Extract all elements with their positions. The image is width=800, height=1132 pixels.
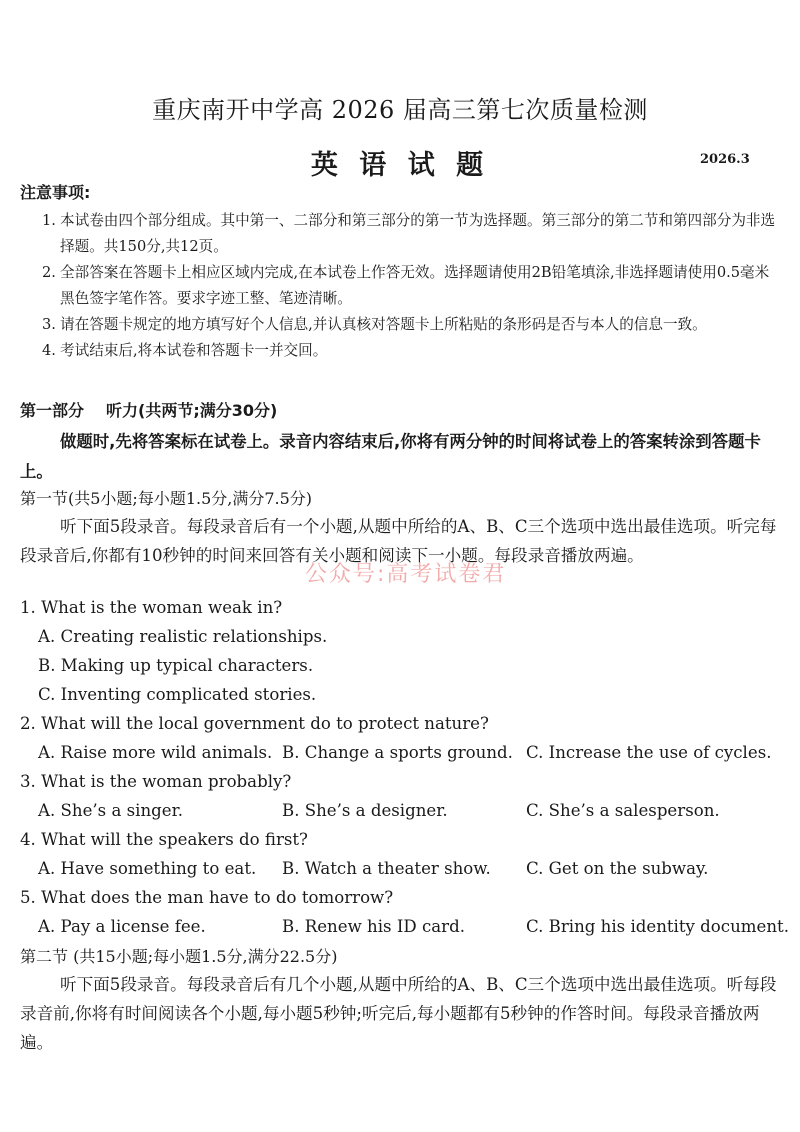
question-stem: 3. What is the woman probably? — [20, 772, 292, 791]
option-c: C. Bring his identity document. — [526, 917, 789, 936]
school-title: 重庆南开中学高 2026 届高三第七次质量检测 — [152, 96, 648, 124]
exam-date: 2026.3 — [700, 152, 750, 167]
section-two-heading: 第二节 (共15小题;每小题1.5分,满分22.5分) — [20, 947, 338, 966]
option-b: B. Renew his ID card. — [282, 917, 465, 936]
option-a: A. Have something to eat. — [38, 859, 257, 878]
option-c: C. She’s a salesperson. — [526, 801, 720, 820]
notice-item — [42, 338, 782, 364]
question-stem: 4. What will the speakers do first? — [20, 830, 308, 849]
watermark: 公众号:高考试卷君 — [305, 562, 507, 587]
notice-title: 注意事项: — [20, 183, 91, 202]
section-one-instruction: 听下面5段录音。每段录音后有一个小题,从题中所给的A、B、C三个选项中选出最佳选项。听完每段录音后,你都有10秒钟的时间来回答有关小题和阅读下一小题。每段录音播放两遍。 — [20, 517, 777, 565]
question-stem: 1. What is the woman weak in? — [20, 598, 283, 617]
part-label: 第一部分 — [20, 401, 85, 420]
notice-item-number: 3. — [42, 316, 56, 333]
notice-item-text: 考试结束后,将本试卷和答题卡一并交回。 — [60, 342, 328, 359]
notice-item-number: 4. — [42, 342, 56, 359]
notice-list — [42, 208, 782, 364]
section-one-heading: 第一节(共5小题;每小题1.5分,满分7.5分) — [20, 489, 313, 508]
notice-item-text: 全部答案在答题卡上相应区域内完成,在本试卷上作答无效。选择题请使用2B铅笔填涂,非选择题请使用0.5毫米黑色签字笔作答。要求字迹工整、笔迹清晰。 — [60, 264, 770, 307]
question-stem: 2. What will the local government do to protect nature? — [20, 714, 489, 733]
part-one-heading — [20, 398, 277, 421]
notice-item — [42, 208, 782, 260]
section-two-instruction: 听下面5段录音。每段录音后有几个小题,从题中所给的A、B、C三个选项中选出最佳选项。听每段录音前,你将有时间阅读各个小题,每小题5秒钟;听完后,每小题都有5秒钟的作答时间。每段录音播放两遍。 — [20, 975, 777, 1052]
notice-item — [42, 260, 782, 312]
notice-item — [42, 312, 782, 338]
option-a: A. Pay a license fee. — [38, 917, 206, 936]
subject-title: 英 语 试 题 — [310, 150, 490, 181]
option-b: B. Change a sports ground. — [282, 743, 513, 762]
part-one-instruction: 做题时,先将答案标在试卷上。录音内容结束后,你将有两分钟的时间将试卷上的答案转涂到答题卡上。 — [20, 432, 761, 481]
notice-item-text: 请在答题卡规定的地方填写好个人信息,并认真核对答题卡上所粘贴的条形码是否与本人的信息一致。 — [60, 316, 707, 333]
option-a: A. Creating realistic relationships. — [38, 627, 328, 646]
option-a: A. She’s a singer. — [38, 801, 183, 820]
option-c: C. Get on the subway. — [526, 859, 709, 878]
option-a: A. Raise more wild animals. — [38, 743, 273, 762]
option-b: B. Making up typical characters. — [38, 656, 314, 675]
part-name: 听力(共两节;满分30分) — [106, 401, 278, 420]
option-b: B. Watch a theater show. — [282, 859, 491, 878]
notice-item-number: 1. — [42, 212, 56, 229]
notice-item-text: 本试卷由四个部分组成。其中第一、二部分和第三部分的第一节为选择题。第三部分的第二节和第四部分为非选择题。共150分,共12页。 — [60, 212, 776, 255]
notice-item-number: 2. — [42, 264, 56, 281]
option-b: B. She’s a designer. — [282, 801, 448, 820]
question-stem: 5. What does the man have to do tomorrow? — [20, 888, 394, 907]
option-c: C. Increase the use of cycles. — [526, 743, 772, 762]
option-c: C. Inventing complicated stories. — [38, 685, 317, 704]
